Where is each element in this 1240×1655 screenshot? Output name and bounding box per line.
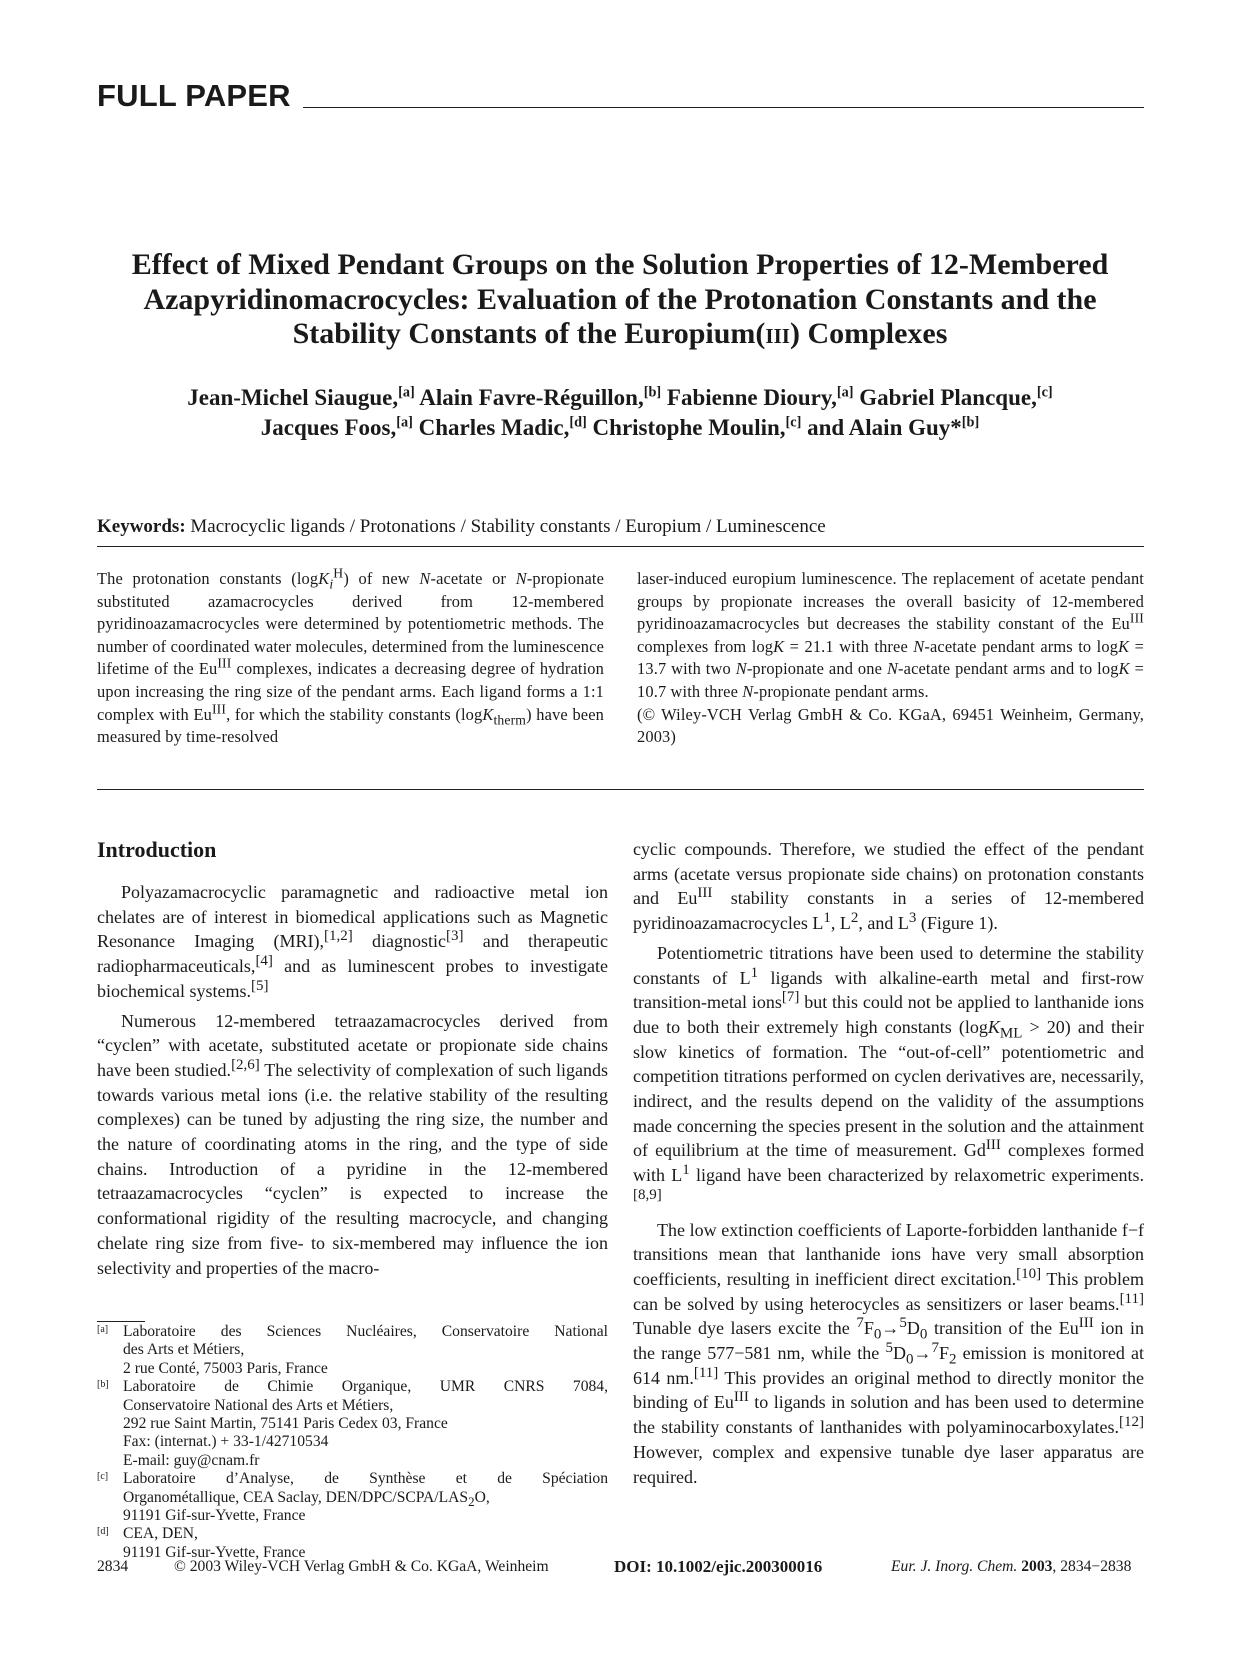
affiliation-line: Laboratoire de Chimie Organique, UMR CNRS 7084,	[123, 1378, 608, 1396]
body-column-left	[97, 880, 608, 1285]
author: Alain Favre-Réguillon,[b]	[419, 384, 662, 410]
paragraph: Polyazamacrocyclic paramagnetic and radioactive metal ion chelates are of interest in biomedical applications such as Magnetic Resonance Imaging (MRI),[1,2] diagnostic[3] and therapeutic radiopharmaceuticals,[4] and as luminescent probes to investigate biochemical systems.[5]	[97, 882, 608, 1001]
affiliation-mark: [b]	[97, 1379, 109, 1391]
author: and Alain Guy*[b]	[807, 414, 980, 440]
abstract-bottom-rule	[97, 789, 1144, 790]
abstract-copyright: (© Wiley-VCH Verlag GmbH & Co. KGaA, 69451 Weinheim, Germany, 2003)	[637, 704, 1144, 747]
affiliation-line: Fax: (internat.) + 33-1/42710534	[123, 1433, 329, 1451]
paragraph: Numerous 12-membered tetraazamacrocycles derived from “cyclen” with acetate, substituted acetate or propionate side chains have been studied.[2,6] The selectivity of complexation of such ligands towards various metal ions (i.e. the relative stability of the resulting complexes) can be tuned by adjusting the ring size, the number and the nature of coordinating atoms in the ring, and the type of side chains. Introduction of a pyridine in the 12-membered tetraazamacrocycles “cyclen” is expected to increase the conformational rigidity of the resulting macrocycle, and changing chelate ring size from five- to six-membered may influence the ion selectivity and properties of the macro-	[97, 1010, 609, 1278]
affiliation-line[interactable]: E-mail: guy@cnam.fr	[123, 1451, 260, 1469]
keywords-label: Keywords:	[97, 516, 186, 537]
journal-citation: Eur. J. Inorg. Chem. 2003, 2834−2838	[891, 1558, 1132, 1575]
header-rule	[303, 107, 1144, 108]
abstract-column-right	[637, 568, 1144, 749]
paragraph: Potentiometric titrations have been used to determine the stability constants of $L^1$ ligands with alkaline-earth metal and first-row transition-metal ions[7] but this could not be applied to lanthanide ions due to both their extremely high constants (logK$_{ML}$ > 20) and their slow kinetics of formation. The “out-of-cell” potentiometric and competition titrations performed on cyclen derivatives are, necessarily, indirect, and the results depend on the validity of the assumptions made concerning the species present in the solution and the attainment of equilibrium at the time of measurement. $Gd^{III}$ complexes formed with $L^1$ ligand have been characterized by relaxometric experiments.[8,9]	[633, 942, 1144, 1203]
affiliation-line: Laboratoire des Sciences Nucléaires, Conservatoire National	[123, 1323, 608, 1340]
section-label: FULL PAPER	[97, 78, 291, 113]
paragraph: cyclic compounds. Therefore, we studied the effect of the pendant arms (acetate versus propionate side chains) on protonation constants and $Eu^{III}$ stability constants in a series of 12-membered pyridinoazamacrocycles $L^1$, $L^2$, and $L^3$ (Figure 1).	[633, 839, 1144, 934]
doi-link[interactable]: DOI: 10.1002/ejic.200300016	[614, 1557, 823, 1576]
page-number: 2834	[97, 1558, 129, 1575]
body-column-right	[633, 837, 1144, 1494]
abstract-top-rule	[97, 546, 1144, 547]
keywords-text: Macrocyclic ligands / Protonations / Stability constants / Europium / Luminescence	[190, 516, 826, 537]
affiliation-line: Organométallique, CEA Saclay, DEN/$DPC/SCPA/LAS_2O$,	[123, 1488, 490, 1509]
abstract-text: The protonation constants (logK$_i^H$) of new N-acetate or N-propionate substituted azamacrocycles derived from 12-membered pyridinoazamacrocycles were determined by potentiometric methods. The number of coordinated water molecules, determined from the luminescence lifetime of the $Eu^{III}$ complexes, indicates a decreasing degree of hydration upon increasing the ring size of the pendant arms. Each ligand forms a 1:1 complex with $Eu^{III}$, for which the stability constants (logK$_{therm}$) have been measured by time-resolved	[97, 565, 605, 747]
author: Charles Madic,[d]	[418, 414, 587, 440]
author: Jean-Michel Siaugue,[a]	[187, 384, 415, 410]
author: Jacques Foos,[a]	[260, 414, 413, 440]
affiliation	[97, 1470, 608, 1525]
affiliation	[97, 1323, 608, 1378]
affiliation-mark: [d]	[97, 1526, 109, 1538]
affiliation-line: 91191 Gif-sur-Yvette, France	[123, 1507, 306, 1525]
author: Christophe Moulin,[c]	[592, 414, 802, 440]
affiliation-line: des Arts et Métiers,	[123, 1341, 245, 1359]
footnote-rule	[97, 1321, 145, 1322]
abstract-column-left	[97, 565, 605, 749]
affiliation-line: 91191 Gif-sur-Yvette, France	[123, 1543, 306, 1561]
affiliations	[97, 1323, 608, 1562]
paragraph: The low extinction coefficients of Laporte-forbidden lanthanide f−f transitions mean that lanthanide ions have very small absorption coefficients, resulting in inefficient direct excitation.[10] This problem can be solved by using heterocycles as sensitizers or laser beams.[11] Tunable dye lasers excite the $^7F_0\to^5D_0$ transition of the $Eu^{III}$ ion in the range 577−581 nm, while the $^5D_0\to^7F_2$ emission is monitored at 614 nm.[11] This provides an original method to directly monitor the binding of $Eu^{III}$ to ligands in solution and has been used to determine the stability constants of lanthanides with polyaminocarboxylates.[12] However, complex and expensive tunable dye laser apparatus are required.	[633, 1219, 1144, 1487]
affiliation-line: 2 rue Conté, 75003 Paris, France	[123, 1359, 328, 1377]
affiliation-line: 292 rue Saint Martin, 75141 Paris Cedex 03, France	[123, 1415, 448, 1433]
affiliation-mark: [a]	[97, 1324, 109, 1335]
author: Fabienne Dioury,[a]	[666, 384, 854, 410]
footer-copyright: © 2003 Wiley-VCH Verlag GmbH & Co. KGaA, Weinheim	[174, 1558, 549, 1575]
author: Gabriel Plancque,[c]	[859, 384, 1053, 410]
affiliation-line: Conservatoire National des Arts et Métiers,	[123, 1396, 394, 1414]
author-list	[90, 383, 1150, 443]
paper-title: Effect of Mixed Pendant Groups on the Solution Properties of 12-Membered Azapyridinomacrocycles: Evaluation of the Protonation Constants and the Stability Constants of the Europium(iii) Complexes	[131, 248, 1109, 350]
section-heading: Introduction	[97, 837, 217, 862]
abstract-text: laser-induced europium luminescence. The replacement of acetate pendant groups by propionate increases the overall basicity of 12-membered pyridinoazamacrocycles but decreases the stability constant of the $Eu^{III}$ complexes from logK = 21.1 with three N-acetate pendant arms to logK = 13.7 with two N-propionate and one N-acetate pendant arms and to logK = 10.7 with three N-propionate pendant arms.	[637, 569, 1144, 701]
affiliation-mark: [c]	[97, 1471, 109, 1483]
affiliation-line: CEA, DEN,	[123, 1525, 198, 1543]
affiliation-line: Laboratoire d’Analyse, de Synthèse et de Spéciation	[123, 1470, 608, 1488]
keywords	[97, 515, 826, 539]
affiliation	[97, 1378, 608, 1470]
